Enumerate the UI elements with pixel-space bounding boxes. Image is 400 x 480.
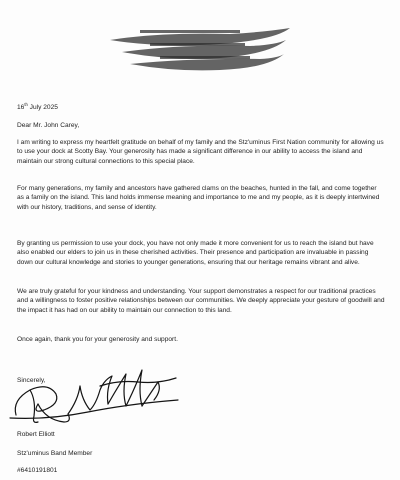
- salutation: Dear Mr. John Carey,: [17, 122, 80, 129]
- body-paragraph: We are truly grateful for your kindness and understanding. Your support demonstrates a respect for our traditional practices and a willingness to foster positive relationships between our communities. We deeply appreciate your gesture of goodwill and the impact it has had on our ability to maintain our connection to this land.: [17, 288, 385, 314]
- signer-id: #6410191801: [17, 467, 58, 474]
- signer-title: Stz'uminus Band Member: [17, 450, 93, 457]
- closing: Sincerely,: [17, 377, 46, 384]
- body-paragraph: For many generations, my family and ancestors have gathered clams on the beaches, hunted in the fall, and come together as a family on the island. This land holds immense meaning and importance to me and my people, as it is deeply intertwined with our history, traditions, and sense of identity.: [17, 185, 380, 211]
- body-paragraph: I am writing to express my heartfelt gratitude on behalf of my family and the Stz'uminus First Nation community for allowing us to use your dock at Scotty Bay. Your generosity has made a significant difference in our ability to access the island and maintain our strong cultural connections to this special place.: [17, 139, 384, 165]
- body-paragraph: By granting us permission to use your dock, you have not only made it more convenient for us to reach the island but have also enabled our elders to join us in these cherished activities. Their presence and participation are invaluable in passing down our cultural knowledge and stories to younger generations, ensuring that our heritage remains vibrant and alive.: [17, 240, 374, 266]
- handwritten-signature: [8, 360, 208, 435]
- canoe-logo-icon: [100, 18, 300, 78]
- letter-date: 16th July 2025: [17, 101, 58, 111]
- signer-name: Robert Elliott: [17, 431, 55, 438]
- body-paragraph: Once again, thank you for your generosity and support.: [17, 336, 178, 343]
